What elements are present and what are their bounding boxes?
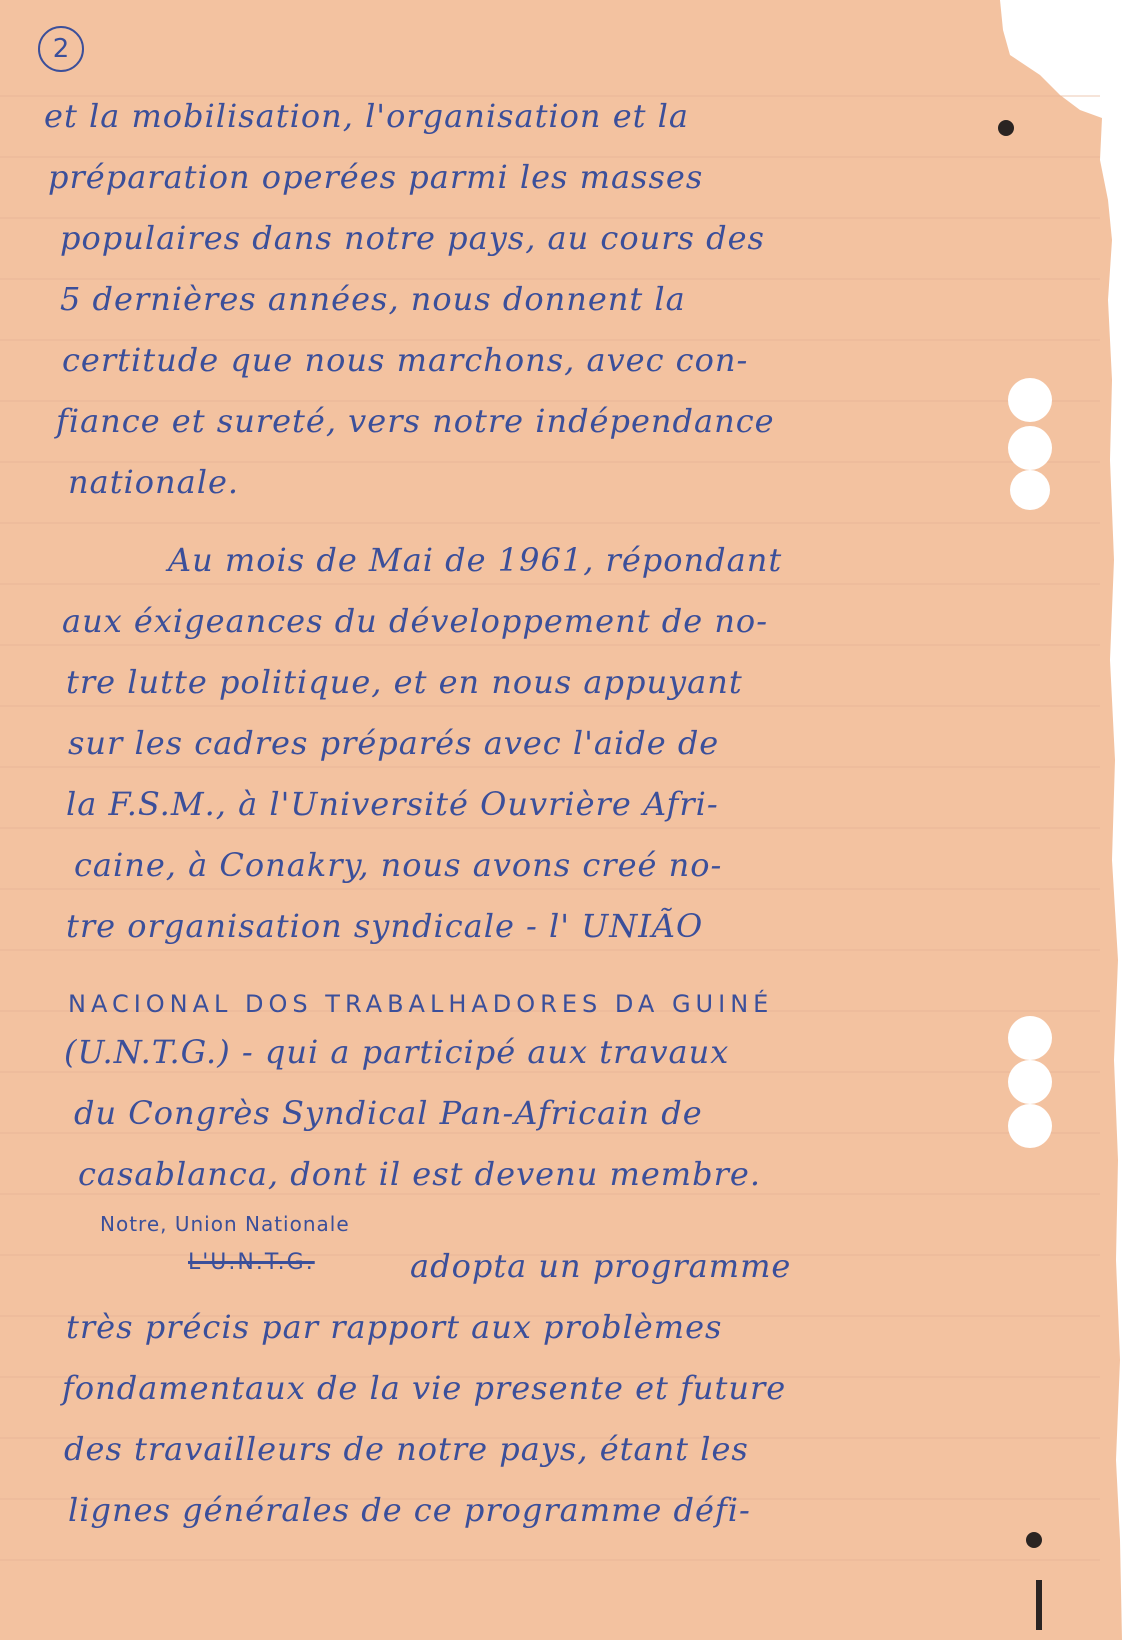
text-line: préparation operées parmi les masses [48, 158, 704, 196]
text-line: certitude que nous marchons, avec con- [62, 341, 749, 379]
text-line: fondamentaux de la vie presente et future [62, 1369, 787, 1407]
page-number: 2 [38, 26, 84, 72]
text-line: très précis par rapport aux problèmes [66, 1308, 723, 1346]
text-line: sur les cadres préparés avec l'aide de [68, 724, 720, 762]
text-line: 5 dernières années, nous donnent la [60, 280, 686, 318]
text-line: casablanca, dont il est devenu membre. [78, 1155, 762, 1193]
text-line: populaires dans notre pays, au cours des [60, 219, 765, 257]
text-line: lignes générales de ce programme défi- [68, 1491, 751, 1529]
text-line: tre lutte politique, et en nous appuyant [66, 663, 743, 701]
struck-out-text: L'U.N.T.G. [188, 1250, 315, 1275]
text-line: des travailleurs de notre pays, étant les [64, 1430, 749, 1468]
inserted-correction: Notre, Union Nationale [100, 1212, 350, 1236]
text-line: caine, à Conakry, nous avons creé no- [74, 846, 723, 884]
text-line: aux éxigeances du développement de no- [62, 602, 768, 640]
text-line: du Congrès Syndical Pan-Africain de [74, 1094, 703, 1132]
text-line-capitals: NACIONAL DOS TRABALHADORES DA GUINÉ [68, 990, 774, 1018]
text-line: (U.N.T.G.) - qui a participé aux travaux [64, 1033, 730, 1071]
text-line: et la mobilisation, l'organisation et la [44, 97, 689, 135]
text-line: la F.S.M., à l'Université Ouvrière Afri- [66, 785, 719, 823]
text-line: Au mois de Mai de 1961, répondant [168, 541, 783, 579]
text-line: nationale. [68, 463, 240, 501]
text-line: tre organisation syndicale - l' UNIÃO [66, 907, 704, 945]
text-line: adopta un programme [410, 1247, 792, 1285]
text-line: fiance et sureté, vers notre indépendance [56, 402, 775, 440]
